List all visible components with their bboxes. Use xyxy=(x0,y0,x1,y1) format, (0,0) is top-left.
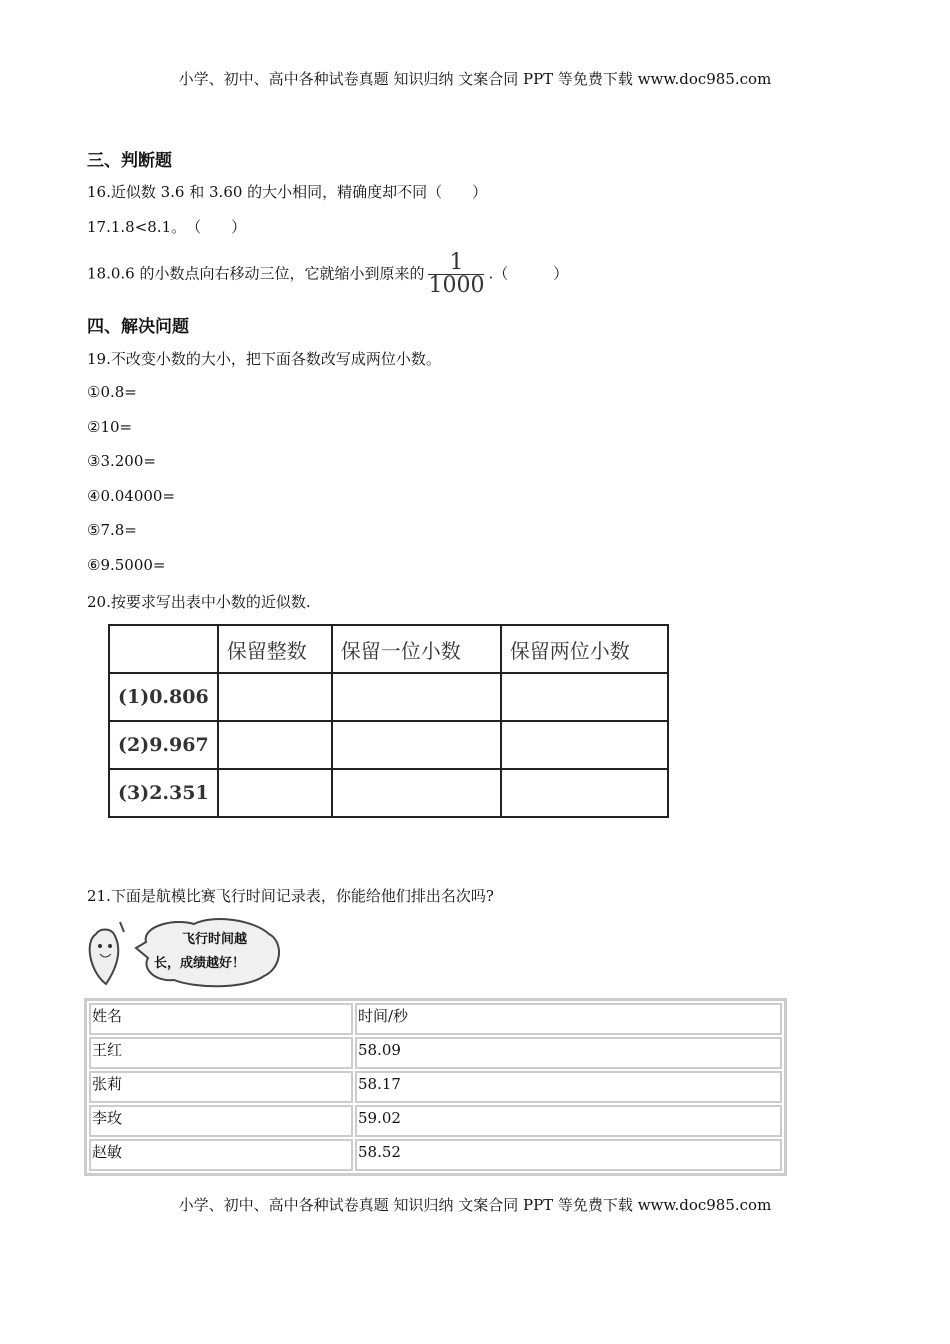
question-21: 21.下面是航模比赛飞行时间记录表，你能给他们排出名次吗? xyxy=(87,887,494,905)
flight-time-table xyxy=(84,998,787,1176)
time-cell: 58.09 xyxy=(355,1037,782,1069)
answer-cell xyxy=(332,721,501,769)
bubble-line-1: 飞行时间越 xyxy=(182,932,248,947)
answer-cell xyxy=(218,769,332,817)
name-cell: 张莉 xyxy=(89,1071,353,1103)
table-header-row xyxy=(89,1003,782,1035)
answer-cell xyxy=(501,721,668,769)
table-row xyxy=(89,1139,782,1171)
name-cell: 王红 xyxy=(89,1037,353,1069)
header-cell: 姓名 xyxy=(89,1003,353,1035)
q19-item: ④0.04000= xyxy=(87,487,176,505)
q19-item: ③3.200= xyxy=(87,452,156,470)
header-cell: 保留一位小数 xyxy=(332,625,501,673)
time-cell: 58.52 xyxy=(355,1139,782,1171)
table-row xyxy=(109,673,668,721)
pepper-mascot-icon xyxy=(84,912,284,988)
header-cell xyxy=(109,625,218,673)
table-row xyxy=(109,721,668,769)
fraction-numerator: 1 xyxy=(428,252,484,275)
approximation-table xyxy=(108,624,669,818)
table-row xyxy=(89,1105,782,1137)
q19-item: ②10= xyxy=(87,418,133,436)
fraction xyxy=(428,252,484,297)
section-4-title: 四、解决问题 xyxy=(87,317,189,337)
answer-cell xyxy=(332,769,501,817)
name-cell: 李玫 xyxy=(89,1105,353,1137)
header-cell: 时间/秒 xyxy=(355,1003,782,1035)
page-footer: 小学、初中、高中各种试卷真题 知识归纳 文案合同 PPT 等免费下载 www.doc985.com xyxy=(178,1196,772,1214)
table-row xyxy=(109,769,668,817)
question-17: 17.1.8<8.1。 （ ） xyxy=(87,218,247,236)
header-cell: 保留两位小数 xyxy=(501,625,668,673)
question-16: 16.近似数 3.6 和 3.60 的大小相同，精确度却不同（ ） xyxy=(87,183,488,201)
fraction-denominator: 1000 xyxy=(428,273,485,298)
time-cell: 59.02 xyxy=(355,1105,782,1137)
row-label: (1)0.806 xyxy=(109,673,218,721)
bubble-line-2: 长，成绩越好！ xyxy=(154,956,246,971)
q19-item: ⑤7.8= xyxy=(87,521,137,539)
q19-item: ⑥9.5000= xyxy=(87,556,166,574)
answer-cell xyxy=(218,721,332,769)
answer-cell xyxy=(501,769,668,817)
q18-answer-bracket: .（ ） xyxy=(488,264,569,283)
table-row xyxy=(89,1037,782,1069)
name-cell: 赵敏 xyxy=(89,1139,353,1171)
answer-cell xyxy=(501,673,668,721)
header-cell: 保留整数 xyxy=(218,625,332,673)
answer-cell xyxy=(332,673,501,721)
question-20: 20.按要求写出表中小数的近似数. xyxy=(87,593,311,611)
row-label: (3)2.351 xyxy=(109,769,218,817)
page-header: 小学、初中、高中各种试卷真题 知识归纳 文案合同 PPT 等免费下载 www.doc985.com xyxy=(178,70,772,88)
mascot-illustration xyxy=(84,912,284,988)
table-row xyxy=(89,1071,782,1103)
question-18 xyxy=(87,252,568,297)
time-cell: 58.17 xyxy=(355,1071,782,1103)
table-header-row xyxy=(109,625,668,673)
section-3-title: 三、判断题 xyxy=(87,151,172,171)
q19-item: ①0.8= xyxy=(87,383,137,401)
row-label: (2)9.967 xyxy=(109,721,218,769)
question-19: 19.不改变小数的大小，把下面各数改写成两位小数。 xyxy=(87,350,441,368)
q18-text: 18.0.6 的小数点向右移动三位，它就缩小到原来的 xyxy=(87,264,425,283)
answer-cell xyxy=(218,673,332,721)
